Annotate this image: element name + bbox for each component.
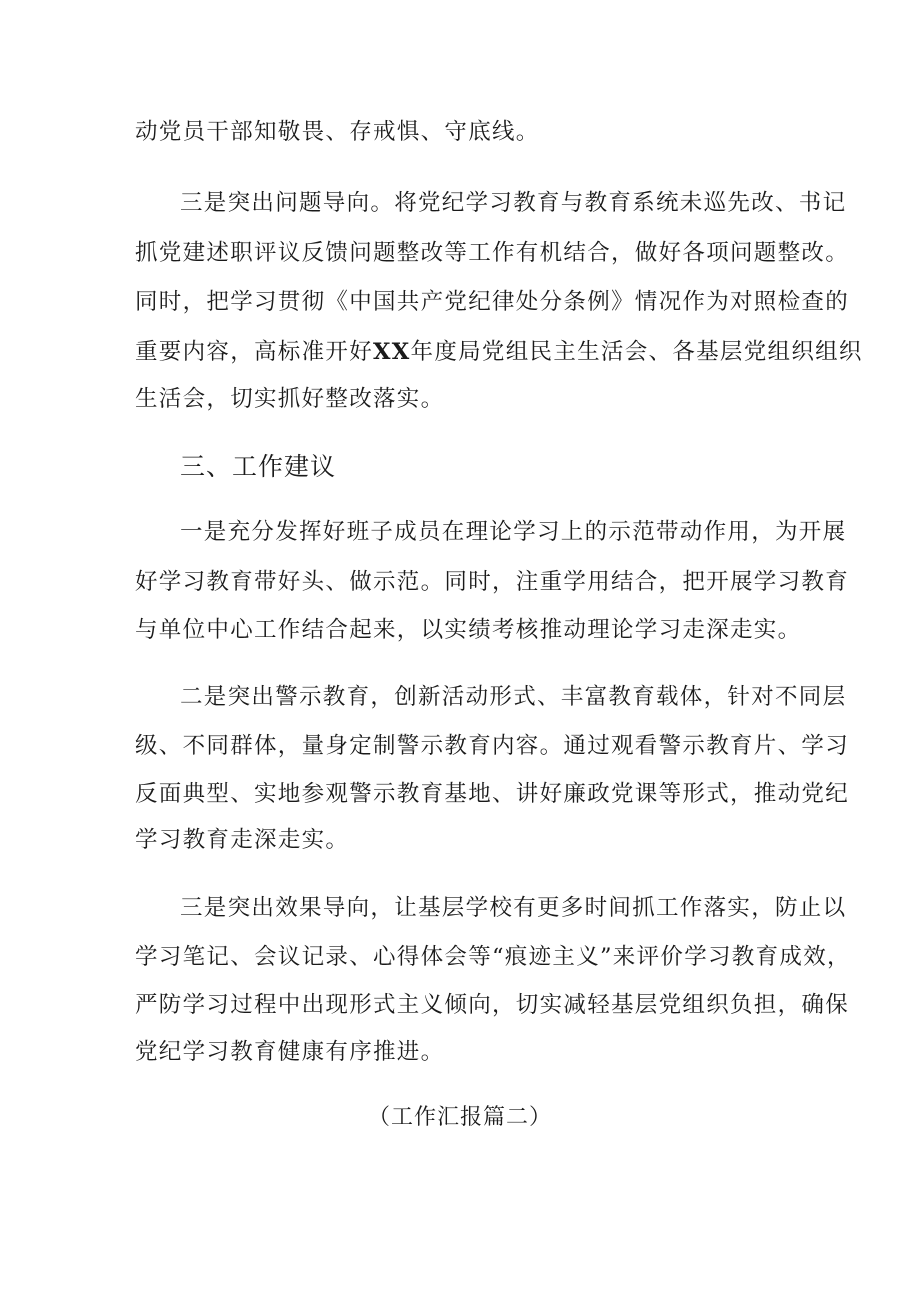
paragraph-1-line-2: 抓党建述职评议反馈问题整改等工作有机结合，做好各项问题整改。: [135, 240, 850, 266]
paragraph-1-line-4: 重要内容，高标准开好XX年度局党组民主生活会、各基层党组织组织: [135, 339, 863, 365]
paragraph-2-line-2: 好学习教育带好头、做示范。同时，注重学用结合，把开展学习教育: [135, 569, 850, 595]
section-heading: 三、工作建议: [180, 452, 337, 481]
section-footer-label: （工作汇报篇二）: [367, 1105, 552, 1130]
paragraph-0-line-1: 动党员干部知敬畏、存戒惧、守底线。: [135, 119, 540, 145]
paragraph-3-line-2: 级、不同群体，量身定制警示教育内容。通过观看警示教育片、学习: [135, 733, 850, 759]
paragraph-3-line-1: 二是突出警示教育，创新活动形式、丰富教育载体，针对不同层: [180, 684, 847, 710]
paragraph-2-line-1: 一是充分发挥好班子成员在理论学习上的示范带动作用，为开展: [180, 519, 847, 545]
paragraph-1-line-5: 生活会，切实抓好整改落实。: [135, 386, 445, 412]
paragraph-1-line-3: 同时，把学习贯彻《中国共产党纪律处分条例》情况作为对照检查的: [135, 289, 850, 315]
year-placeholder: XX: [373, 339, 411, 365]
paragraph-4-line-3: 严防学习过程中出现形式主义倾向，切实减轻基层党组织负担，确保: [135, 992, 850, 1018]
paragraph-4-line-2: 学习笔记、会议记录、心得体会等“痕迹主义”来评价学习教育成效，: [135, 944, 851, 970]
paragraph-2-line-3: 与单位中心工作结合起来，以实绩考核推动理论学习走深走实。: [135, 617, 802, 643]
paragraph-4-line-4: 党纪学习教育健康有序推进。: [135, 1039, 445, 1065]
paragraph-4-line-1: 三是突出效果导向，让基层学校有更多时间抓工作落实，防止以: [180, 895, 847, 921]
paragraph-1-line-1: 三是突出问题导向。将党纪学习教育与教育系统未巡先改、书记: [180, 190, 847, 216]
paragraph-3-line-3: 反面典型、实地参观警示教育基地、讲好廉政党课等形式，推动党纪: [135, 781, 850, 807]
paragraph-3-line-4: 学习教育走深走实。: [135, 827, 350, 853]
